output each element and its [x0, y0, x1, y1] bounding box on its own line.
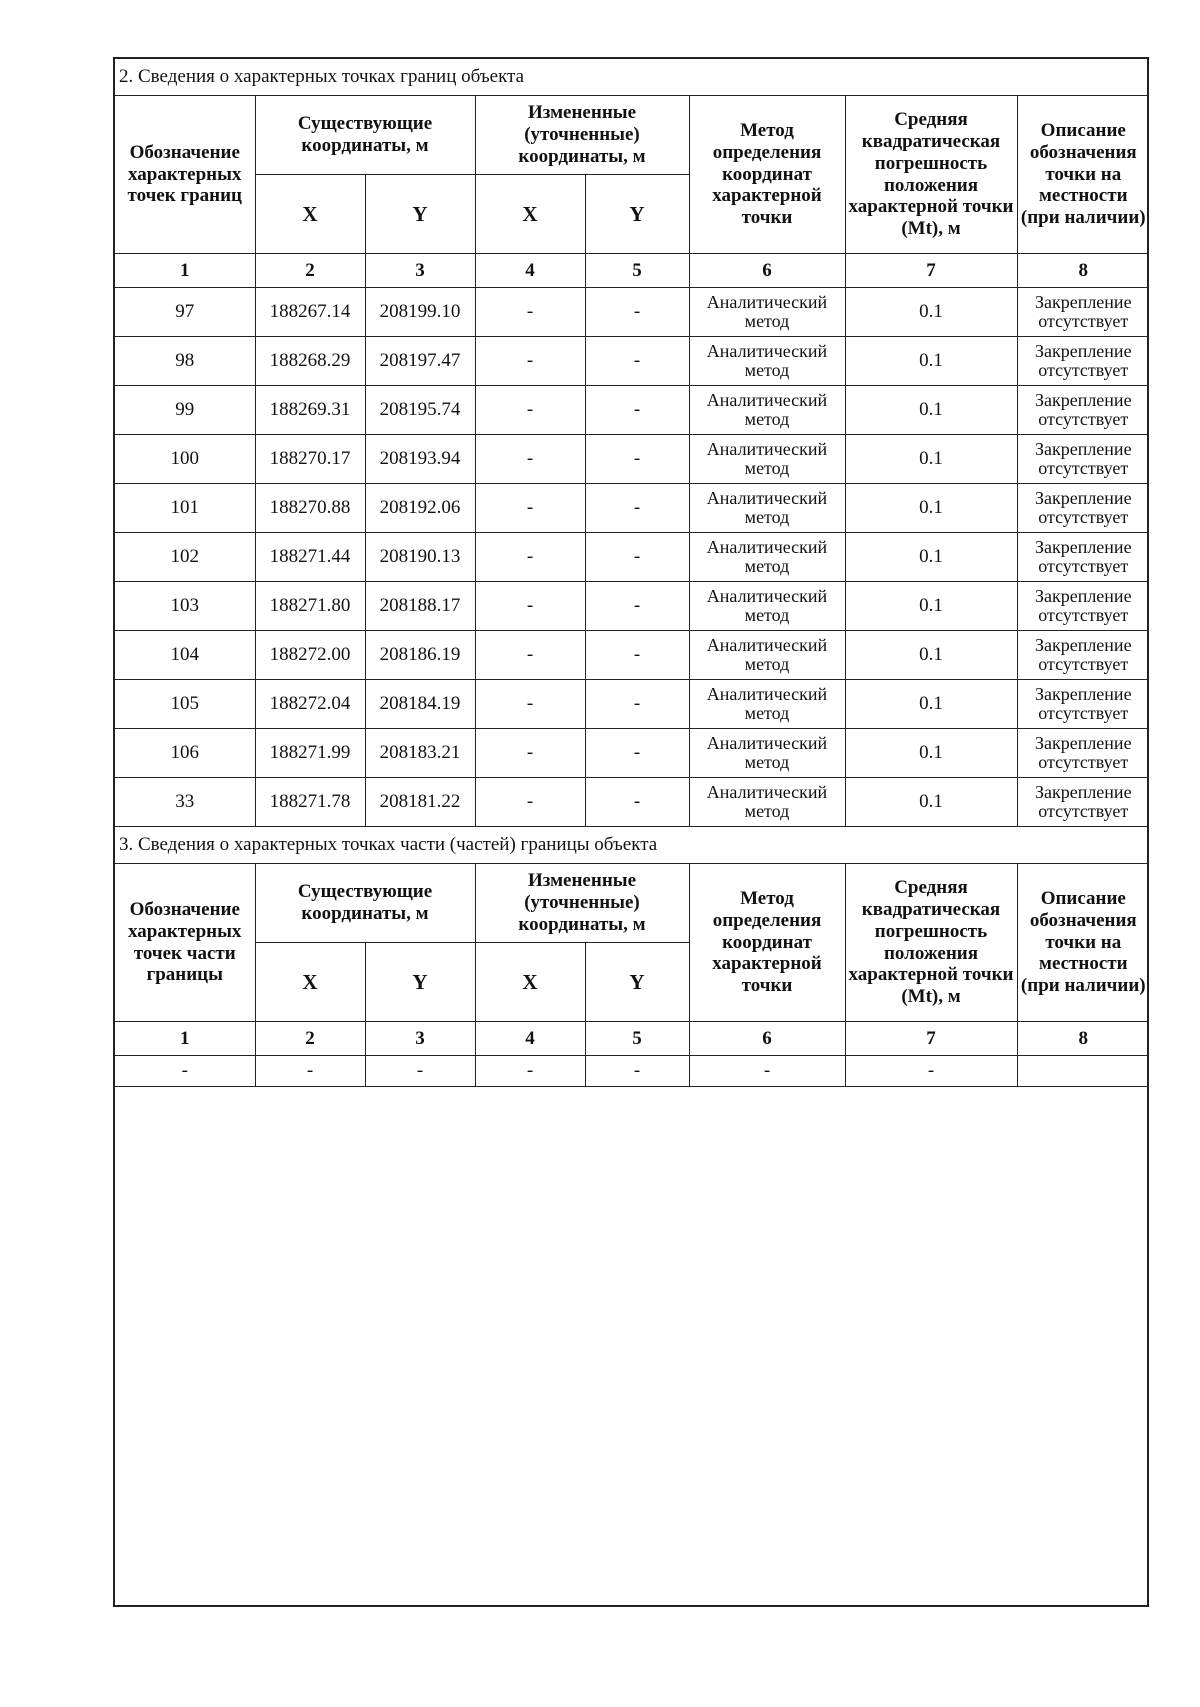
point-number-cell: 105 — [115, 680, 255, 729]
x-changed-cell: - — [475, 582, 585, 631]
col-number: 4 — [475, 1022, 585, 1056]
x-changed-cell: - — [475, 288, 585, 337]
method-cell: Аналитический метод — [689, 288, 845, 337]
error-cell: 0.1 — [845, 533, 1017, 582]
y-coord-cell: 208190.13 — [365, 533, 475, 582]
description-cell: Закрепление отсутствует — [1017, 386, 1149, 435]
y-changed-cell: - — [585, 680, 689, 729]
table-row — [115, 484, 1149, 533]
col-number: 8 — [1017, 1022, 1149, 1056]
x-coord-cell: 188268.29 — [255, 337, 365, 386]
method-cell: Аналитический метод — [689, 729, 845, 778]
header-y: Y — [365, 175, 475, 254]
description-cell: Закрепление отсутствует — [1017, 778, 1149, 827]
y-changed-cell: - — [585, 484, 689, 533]
y-changed-cell: - — [585, 386, 689, 435]
col-number: 5 — [585, 254, 689, 288]
error-cell: 0.1 — [845, 680, 1017, 729]
section2-title: 2. Сведения о характерных точках границ объекта — [115, 59, 1149, 96]
x-coord-cell: 188267.14 — [255, 288, 365, 337]
table-row — [115, 288, 1149, 337]
x-changed-cell: - — [475, 631, 585, 680]
header-y: Y — [365, 943, 475, 1022]
y-changed-cell: - — [585, 1056, 689, 1087]
col-number: 3 — [365, 1022, 475, 1056]
table-row — [115, 729, 1149, 778]
method-cell: Аналитический метод — [689, 631, 845, 680]
point-number-cell: 97 — [115, 288, 255, 337]
header-description: Описание обозначения точки на местности (при наличии) — [1017, 96, 1149, 254]
col-number: 6 — [689, 254, 845, 288]
table-row — [115, 582, 1149, 631]
y-coord-cell: 208183.21 — [365, 729, 475, 778]
x-coord-cell: - — [255, 1056, 365, 1087]
y-changed-cell: - — [585, 582, 689, 631]
y-changed-cell: - — [585, 631, 689, 680]
point-number-cell: 98 — [115, 337, 255, 386]
header-error: Средняя квадратическая погрешность положения характерной точки (Mt), м — [845, 864, 1017, 1022]
method-cell: Аналитический метод — [689, 435, 845, 484]
col-number: 6 — [689, 1022, 845, 1056]
x-changed-cell: - — [475, 337, 585, 386]
col-number: 3 — [365, 254, 475, 288]
method-cell: Аналитический метод — [689, 582, 845, 631]
method-cell: Аналитический метод — [689, 386, 845, 435]
table-row — [115, 680, 1149, 729]
col-number: 4 — [475, 254, 585, 288]
header-x-changed: X — [475, 943, 585, 1022]
description-cell: Закрепление отсутствует — [1017, 288, 1149, 337]
y-coord-cell: 208199.10 — [365, 288, 475, 337]
y-coord-cell: 208193.94 — [365, 435, 475, 484]
x-changed-cell: - — [475, 386, 585, 435]
error-cell: - — [845, 1056, 1017, 1087]
header-y-changed: Y — [585, 175, 689, 254]
y-changed-cell: - — [585, 435, 689, 484]
error-cell: 0.1 — [845, 386, 1017, 435]
boundary-points-table — [115, 59, 1149, 827]
method-cell: - — [689, 1056, 845, 1087]
table-row — [115, 435, 1149, 484]
y-changed-cell: - — [585, 533, 689, 582]
y-coord-cell: 208195.74 — [365, 386, 475, 435]
error-cell: 0.1 — [845, 778, 1017, 827]
header-method: Метод определения координат характерной точки — [689, 96, 845, 254]
section3-title: 3. Сведения о характерных точках части (частей) границы объекта — [115, 827, 1149, 864]
y-coord-cell: 208184.19 — [365, 680, 475, 729]
col-number: 7 — [845, 254, 1017, 288]
header-y-changed: Y — [585, 943, 689, 1022]
point-number-cell: 101 — [115, 484, 255, 533]
y-changed-cell: - — [585, 729, 689, 778]
method-cell: Аналитический метод — [689, 337, 845, 386]
x-changed-cell: - — [475, 778, 585, 827]
error-cell: 0.1 — [845, 631, 1017, 680]
table-row — [115, 533, 1149, 582]
header-existing-coords: Существующие координаты, м — [255, 96, 475, 175]
document-frame — [113, 57, 1149, 1607]
description-cell: Закрепление отсутствует — [1017, 582, 1149, 631]
y-coord-cell: 208188.17 — [365, 582, 475, 631]
x-coord-cell: 188272.00 — [255, 631, 365, 680]
header-designation: Обозначение характерных точек границ — [115, 96, 255, 254]
error-cell: 0.1 — [845, 484, 1017, 533]
column-number-row — [115, 254, 1149, 288]
col-number: 5 — [585, 1022, 689, 1056]
error-cell: 0.1 — [845, 435, 1017, 484]
y-coord-cell: - — [365, 1056, 475, 1087]
col-number: 7 — [845, 1022, 1017, 1056]
description-cell: Закрепление отсутствует — [1017, 337, 1149, 386]
y-changed-cell: - — [585, 288, 689, 337]
x-coord-cell: 188270.17 — [255, 435, 365, 484]
col-number: 2 — [255, 254, 365, 288]
method-cell: Аналитический метод — [689, 533, 845, 582]
error-cell: 0.1 — [845, 288, 1017, 337]
point-number-cell: 106 — [115, 729, 255, 778]
header-changed-coords: Измененные (уточненные) координаты, м — [475, 96, 689, 175]
y-coord-cell: 208186.19 — [365, 631, 475, 680]
description-cell: Закрепление отсутствует — [1017, 729, 1149, 778]
header-method: Метод определения координат характерной точки — [689, 864, 845, 1022]
y-coord-cell: 208181.22 — [365, 778, 475, 827]
point-number-cell: 33 — [115, 778, 255, 827]
header-error: Средняя квадратическая погрешность положения характерной точки (Mt), м — [845, 96, 1017, 254]
x-changed-cell: - — [475, 729, 585, 778]
x-coord-cell: 188271.99 — [255, 729, 365, 778]
description-cell: Закрепление отсутствует — [1017, 680, 1149, 729]
error-cell: 0.1 — [845, 337, 1017, 386]
description-cell: Закрепление отсутствует — [1017, 435, 1149, 484]
y-changed-cell: - — [585, 778, 689, 827]
part-boundary-points-table — [115, 827, 1149, 1087]
table-row — [115, 631, 1149, 680]
x-changed-cell: - — [475, 680, 585, 729]
error-cell: 0.1 — [845, 729, 1017, 778]
point-number-cell: - — [115, 1056, 255, 1087]
method-cell: Аналитический метод — [689, 484, 845, 533]
header-designation: Обозначение характерных точек части границы — [115, 864, 255, 1022]
point-number-cell: 103 — [115, 582, 255, 631]
x-coord-cell: 188272.04 — [255, 680, 365, 729]
method-cell: Аналитический метод — [689, 778, 845, 827]
table-row — [115, 337, 1149, 386]
table-row — [115, 1056, 1149, 1087]
x-coord-cell: 188271.78 — [255, 778, 365, 827]
x-changed-cell: - — [475, 1056, 585, 1087]
header-description: Описание обозначения точки на местности (при наличии) — [1017, 864, 1149, 1022]
header-x: X — [255, 175, 365, 254]
x-coord-cell: 188269.31 — [255, 386, 365, 435]
point-number-cell: 102 — [115, 533, 255, 582]
y-coord-cell: 208197.47 — [365, 337, 475, 386]
x-coord-cell: 188271.44 — [255, 533, 365, 582]
description-cell — [1017, 1056, 1149, 1087]
header-existing-coords: Существующие координаты, м — [255, 864, 475, 943]
method-cell: Аналитический метод — [689, 680, 845, 729]
x-changed-cell: - — [475, 435, 585, 484]
column-number-row — [115, 1022, 1149, 1056]
point-number-cell: 100 — [115, 435, 255, 484]
error-cell: 0.1 — [845, 582, 1017, 631]
table-row — [115, 778, 1149, 827]
col-number: 1 — [115, 254, 255, 288]
x-coord-cell: 188271.80 — [255, 582, 365, 631]
x-changed-cell: - — [475, 484, 585, 533]
y-changed-cell: - — [585, 337, 689, 386]
point-number-cell: 104 — [115, 631, 255, 680]
description-cell: Закрепление отсутствует — [1017, 484, 1149, 533]
description-cell: Закрепление отсутствует — [1017, 631, 1149, 680]
blank-area — [115, 1087, 1147, 1577]
point-number-cell: 99 — [115, 386, 255, 435]
y-coord-cell: 208192.06 — [365, 484, 475, 533]
x-changed-cell: - — [475, 533, 585, 582]
header-x: X — [255, 943, 365, 1022]
x-coord-cell: 188270.88 — [255, 484, 365, 533]
description-cell: Закрепление отсутствует — [1017, 533, 1149, 582]
table-row — [115, 386, 1149, 435]
header-changed-coords: Измененные (уточненные) координаты, м — [475, 864, 689, 943]
col-number: 2 — [255, 1022, 365, 1056]
col-number: 8 — [1017, 254, 1149, 288]
col-number: 1 — [115, 1022, 255, 1056]
header-x-changed: X — [475, 175, 585, 254]
